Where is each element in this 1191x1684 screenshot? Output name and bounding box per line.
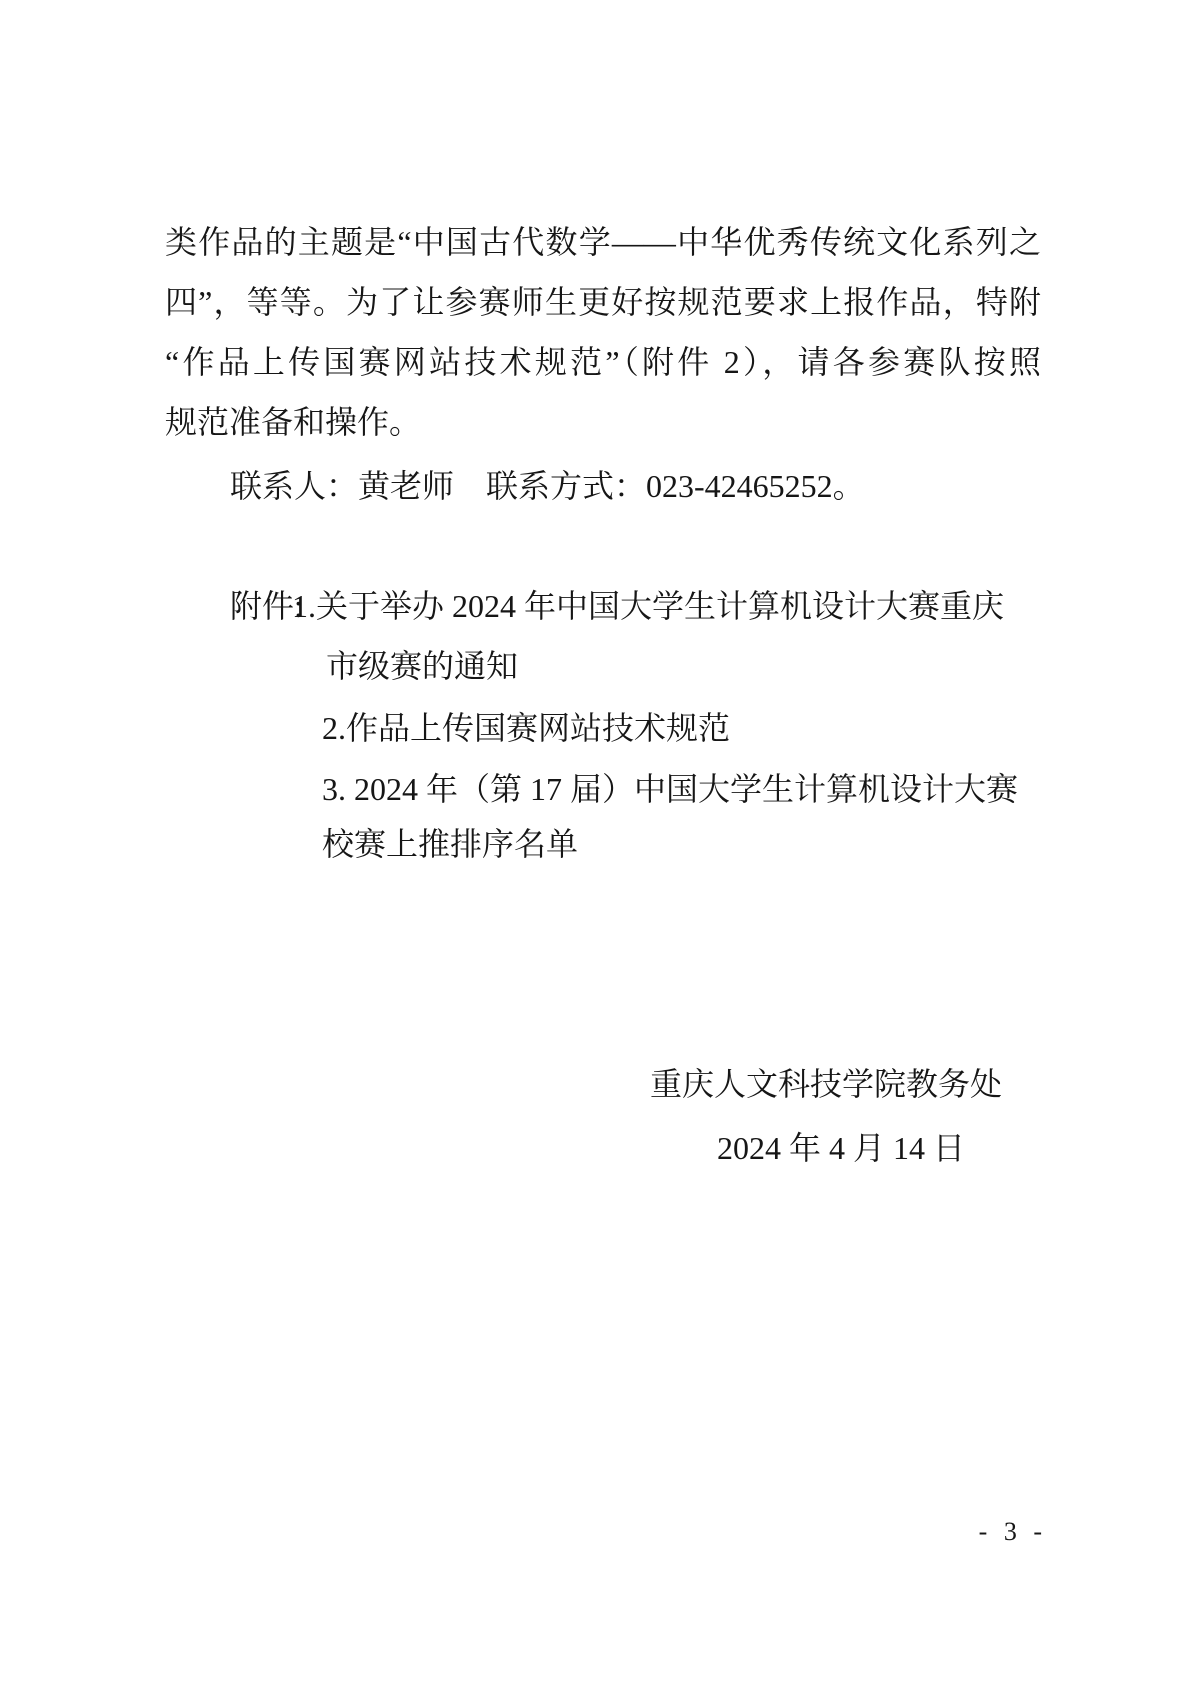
signature-org: 重庆人文科技学院教务处: [650, 1066, 1003, 1102]
paragraph-line: “作品上传国赛网站技术规范”（附件 2），请各参赛队按照: [165, 344, 1041, 380]
paragraph-line: 类作品的主题是“中国古代数学——中华优秀传统文化系列之: [165, 224, 1041, 260]
attachment-line: 2.作品上传国赛网站技术规范: [322, 710, 731, 746]
paragraph-line: 四”，等等。为了让参赛师生更好按规范要求上报作品，特附: [165, 284, 1041, 320]
attachments-label: 附件:: [230, 588, 303, 624]
contact-line: 联系人：黄老师 联系方式：023-42465252。: [230, 468, 865, 504]
attachment-line: 3. 2024 年（第 17 届）中国大学生计算机设计大赛: [322, 771, 1019, 807]
body-paragraph: [165, 212, 1041, 452]
attachment-line: 1.关于举办 2024 年中国大学生计算机设计大赛重庆: [292, 588, 1005, 624]
signature-date: 2024 年 4 月 14 日: [717, 1130, 966, 1166]
attachment-line: 市级赛的通知: [326, 648, 519, 684]
paragraph-line: 规范准备和操作。: [165, 404, 422, 440]
page-number: - 3 -: [978, 1517, 1047, 1546]
attachment-line: 校赛上推排序名单: [322, 826, 579, 862]
